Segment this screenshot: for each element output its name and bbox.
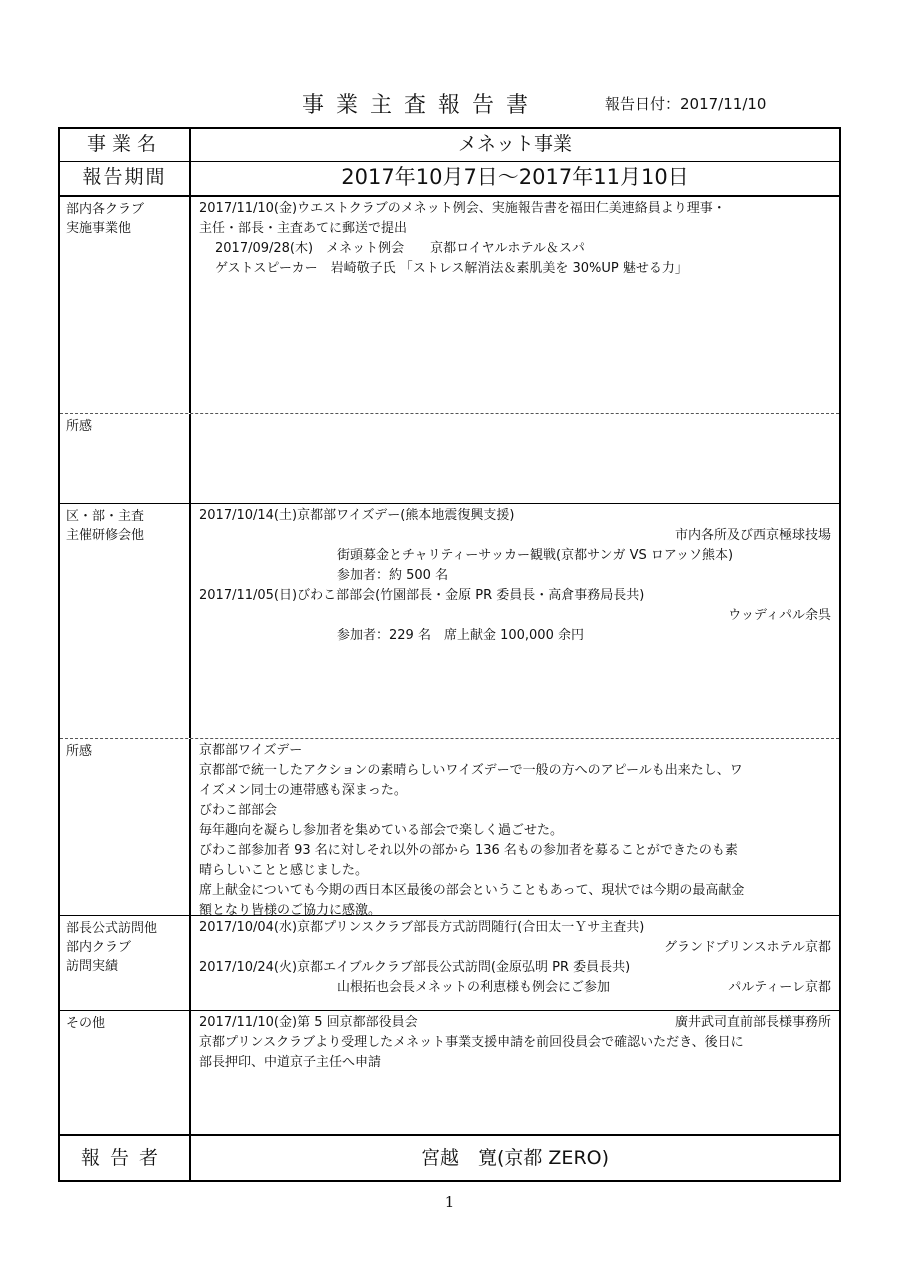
text-line: 2017/11/10(金)ウエストクラブのメネット例会、実施報告書を福田仁美連絡員より理事・ [199, 201, 726, 216]
text-span: 廣井武司直前部長様事務所 [674, 1015, 831, 1030]
seminars-label [60, 504, 191, 738]
project-label: 事業名 [60, 129, 191, 161]
label-line: 主催研修会他 [66, 528, 145, 543]
text-line: 2017/11/05(日)びわこ部部会(竹園部長・金原 PR 委員長・高倉事務局長共) [199, 588, 645, 603]
text-line: 街頭募金とチャリティーサッカー観戦(京都サンガ VS ロアッソ熊本) [337, 548, 734, 563]
page-number: 1 [444, 1193, 455, 1211]
label-line: 区・部・主査 [66, 509, 145, 524]
impressions-label-1: 所感 [60, 414, 191, 503]
label-line: 訪問実績 [66, 959, 119, 974]
text-line: ゲストスピーカー 岩崎敬子氏 「ストレス解消法＆素肌美を 30%UP 魅せる力」 [215, 261, 688, 276]
text-span: 2017/11/10(金)第 5 回京都部役員会 [199, 1015, 418, 1030]
text-line [199, 978, 831, 998]
text-line: 参加者：約 500 名 [337, 568, 449, 583]
text-line: びわこ部参加者 93 名に対しそれ以外の部から 136 名もの参加者を募ることができたのも素 [199, 843, 738, 858]
text-line: グランドプリンスホテル京都 [663, 940, 831, 955]
reporter-row [60, 1136, 839, 1180]
text-line: 2017/09/28(木) メネット例会 京都ロイヤルホテル＆スパ [215, 241, 585, 256]
text-line: 京都部ワイズデー [199, 743, 303, 758]
impressions-content-2 [191, 739, 839, 918]
text-line: 晴らしいことと感じました。 [199, 863, 369, 878]
period-value: 2017年10月7日〜2017年11月10日 [341, 165, 689, 189]
text-line: 額となり皆様のご協力に感激。 [199, 903, 382, 918]
project-row [60, 129, 839, 162]
seminars-content [191, 504, 839, 738]
text-line: 京都部で統一したアクションの素晴らしいワイズデーで一般の方へのアピールも出来たし、ワ [199, 763, 743, 778]
project-value: メネット事業 [457, 133, 572, 155]
report-date: 報告日付：2017/11/10 [605, 95, 767, 113]
period-label: 報告期間 [60, 162, 191, 195]
reporter-label: 報告者 [60, 1136, 191, 1180]
document-title: 事業主査報告書 [302, 93, 541, 118]
text-line: 席上献金についても今期の西日本区最後の部会ということもあって、現状では今期の最高献金 [199, 883, 745, 898]
text-line [199, 1013, 831, 1033]
club-activities-label [60, 197, 191, 413]
visits-row [60, 916, 839, 1011]
text-line: 市内各所及び西京極球技場 [674, 528, 831, 543]
text-line: 2017/10/04(水)京都プリンスクラブ部長方式訪問随行(合田太一Ｙサ主査共) [199, 920, 645, 935]
label-line: 部内クラブ [66, 940, 132, 955]
label-line: 部長公式訪問他 [66, 921, 158, 936]
text-span: 山根拓也会長メネットの利恵様も例会にご参加 [337, 980, 611, 995]
text-line: 2017/10/24(火)京都エイブルクラブ部長公式訪問(金原弘明 PR 委員長共) [199, 960, 631, 975]
text-line: 部長押印、中道京子主任へ申請 [199, 1055, 382, 1070]
impressions-row-1 [60, 414, 839, 504]
seminars-row [60, 504, 839, 739]
text-line: 2017/10/14(土)京都部ワイズデー(熊本地震復興支援) [199, 508, 515, 523]
other-row [60, 1011, 839, 1136]
text-line: イズメン同士の連帯感も深まった。 [199, 783, 407, 798]
period-row [60, 162, 839, 197]
reporter-value: 宮越 寛(京都 ZERO) [420, 1147, 610, 1169]
impressions-content-1 [191, 414, 839, 503]
other-label: その他 [60, 1011, 191, 1134]
impressions-row-2 [60, 739, 839, 916]
text-line: 京都プリンスクラブより受理したメネット事業支援申請を前回役員会で確認いただき、後日に [199, 1035, 744, 1050]
report-table [58, 127, 841, 1182]
visits-label [60, 916, 191, 1010]
text-line: 参加者：229 名 席上献金 100,000 余円 [337, 628, 584, 643]
text-line: 毎年趣向を凝らし参加者を集めている部会で楽しく過ごせた。 [199, 823, 564, 838]
label-line: 実施事業他 [66, 221, 132, 236]
visits-content [191, 916, 839, 1010]
text-line: ウッディパル余呉 [728, 608, 831, 623]
club-activities-content [191, 197, 839, 413]
text-line: 主任・部長・主査あてに郵送で提出 [199, 221, 408, 236]
other-content [191, 1011, 839, 1134]
label-line: 部内各クラブ [66, 202, 145, 217]
text-line: びわこ部部会 [199, 803, 278, 818]
text-span: パルティーレ京都 [728, 980, 831, 995]
impressions-label-2: 所感 [60, 739, 191, 915]
club-activities-row [60, 197, 839, 414]
